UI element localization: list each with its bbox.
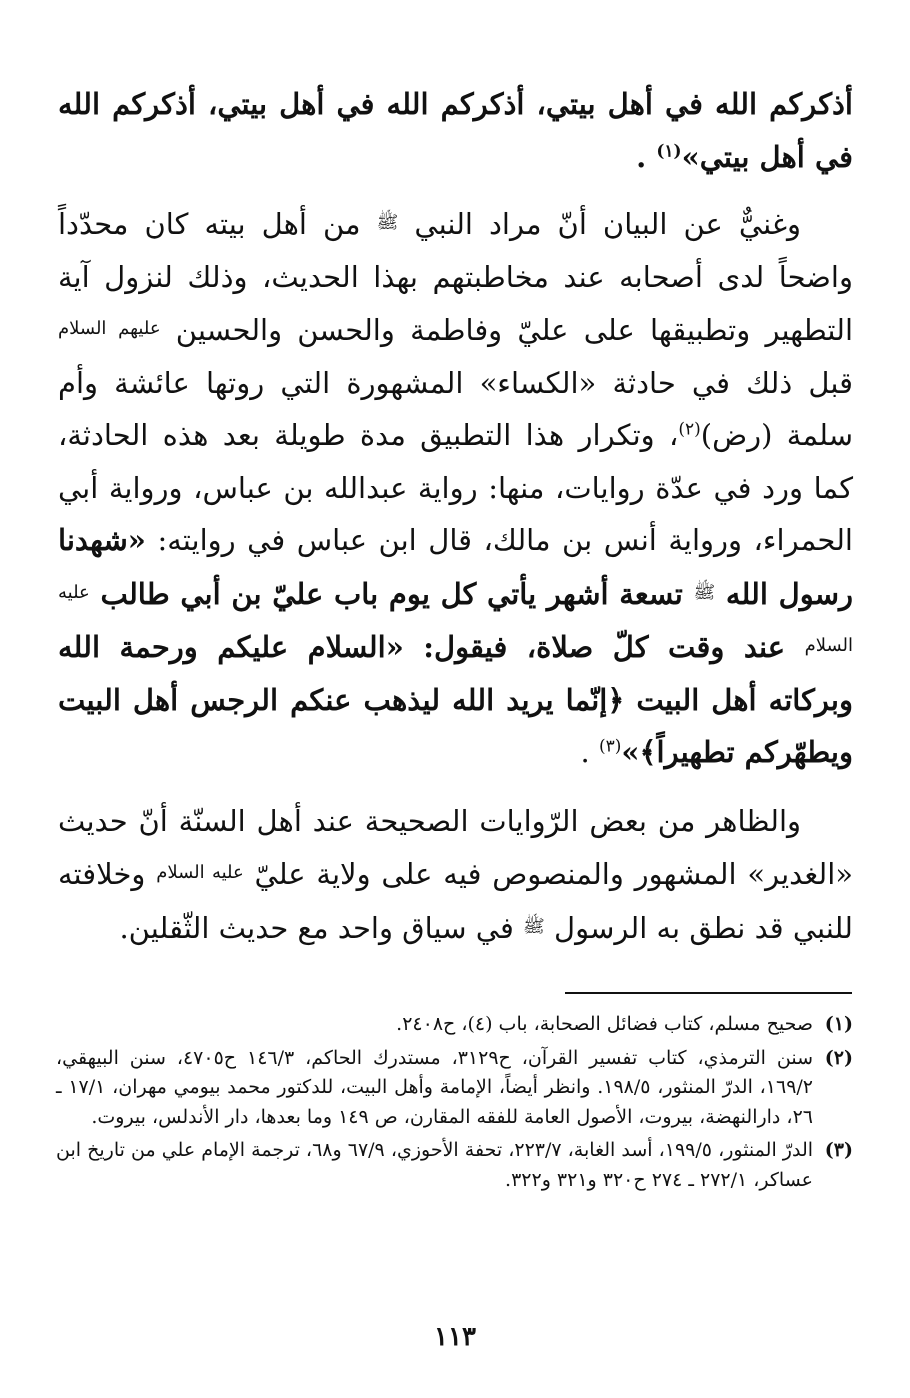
quote-run: «شهدنا رسول الله <box>58 523 853 611</box>
salutation-ali: عليه السلام <box>156 862 244 883</box>
text-run: والظاهر من بعض الرّوايات الصحيحة عند أهل السنّة أنّ حديث «الغدير» المشهور والمنصوص فيه على ولاية عليّ <box>58 803 853 891</box>
footnote-number: (٢) <box>824 1046 853 1069</box>
page-body <box>58 78 853 954</box>
footnote-number: (٣) <box>824 1139 853 1161</box>
salutation-ahl-al-bayt: عليهم السلام <box>58 318 161 339</box>
paragraph-hadith-ending <box>58 78 853 183</box>
footnote-ref-1[interactable]: (١) <box>656 140 682 161</box>
text-run: في سياق واحد مع حديث الثّقلين. <box>119 910 524 945</box>
footnote-ref-2[interactable]: (٢) <box>678 419 701 440</box>
paragraph-end: . <box>636 139 657 174</box>
text-run: وخلافته للنبي قد نطق به الرسول <box>58 857 853 945</box>
footnote-text: صحيح مسلم، كتاب فضائل الصحابة، باب (٤)، ح٢٤٠٨. <box>396 1013 813 1035</box>
salutation-prophet: ﷺ <box>523 915 545 937</box>
footnote-number: (١) <box>824 1013 853 1035</box>
paragraph-end: . <box>580 735 599 769</box>
footnotes <box>56 1010 853 1199</box>
quote-run: عند وقت كلّ صلاة، فيقول: «السلام عليكم ورحمة الله وبركاته أهل البيت ﴿إنّما يريد الله ليذهب عنكم الرجس أهل البيت ويطهّركم تطهيراً﴾» <box>58 630 853 769</box>
salutation-prophet: ﷺ <box>376 212 399 233</box>
footnote-2 <box>56 1044 853 1133</box>
page-number: ١١٣ <box>434 1322 476 1352</box>
footnote-text: سنن الترمذي، كتاب تفسير القرآن، ح٣١٢٩، مستدرك الحاكم، ١٤٦/٣ ح٤٧٠٥، سنن البيهقي، ١٦٩/٢، الدرّ المنثور، ١٩٨/٥. وانظر أيضاً، الإمامة وأهل البيت، للدكتور محمد بيومي مهران، ١٧/١ ـ ٢٦، دارالنهضة، بيروت، الأصول العامة للفقه المقارن، ص ١٤٩ وما بعدها، دار الأندلس، بيروت. <box>56 1046 814 1128</box>
salutation-ali: عليه السلام <box>58 581 853 656</box>
text-run: قبل ذلك في حادثة «الكساء» المشهورة التي روتها عائشة وأم سلمة (رض) <box>58 365 853 452</box>
text-run: من أهل بيته كان محدّداً واضحاً لدى أصحابه عند مخاطبتهم بهذا الحديث، وذلك لنزول آية التطهير وتطبيقها على عليّ وفاطمة والحسن والحسين <box>58 207 853 347</box>
quote-run: تسعة أشهر يأتي كل يوم باب عليّ بن أبي طالب <box>89 576 694 611</box>
text-run: وغنيٌّ عن البيان أنّ مراد النبي <box>398 207 801 241</box>
footnote-3 <box>56 1136 853 1195</box>
footnote-1 <box>56 1010 853 1040</box>
paragraph-text: أذكركم الله في أهل بيتي، أذكركم الله في أهل بيتي، أذكركم الله في أهل بيتي» <box>58 87 853 174</box>
footnote-ref-3[interactable]: (٣) <box>598 736 622 757</box>
paragraph-ahl-al-bayt <box>58 197 853 779</box>
text-run: ، وتكرار هذا التطبيق مدة طويلة بعد هذه الحادثة، كما ورد في عدّة روايات، منها: رواية عبدالله بن عباس، ورواية أبي الحمراء، ورواية أنس بن مالك، قال ابن عباس في روايته: <box>58 418 853 557</box>
footnote-divider <box>565 992 852 994</box>
footnote-text: الدرّ المنثور، ١٩٩/٥، أسد الغابة، ٢٢٣/٧، تحفة الأحوزي، ٦٧/٩ و٦٨، ترجمة الإمام علي من تاريخ ابن عساكر، ٢٧٢/١ ـ ٢٧٤ ح٣٢٠ و٣٢١ و٣٢٢. <box>56 1139 814 1191</box>
paragraph-ghadir <box>58 795 853 955</box>
quote-ibn-abbas <box>58 523 853 769</box>
salutation-prophet: ﷺ <box>693 581 716 603</box>
